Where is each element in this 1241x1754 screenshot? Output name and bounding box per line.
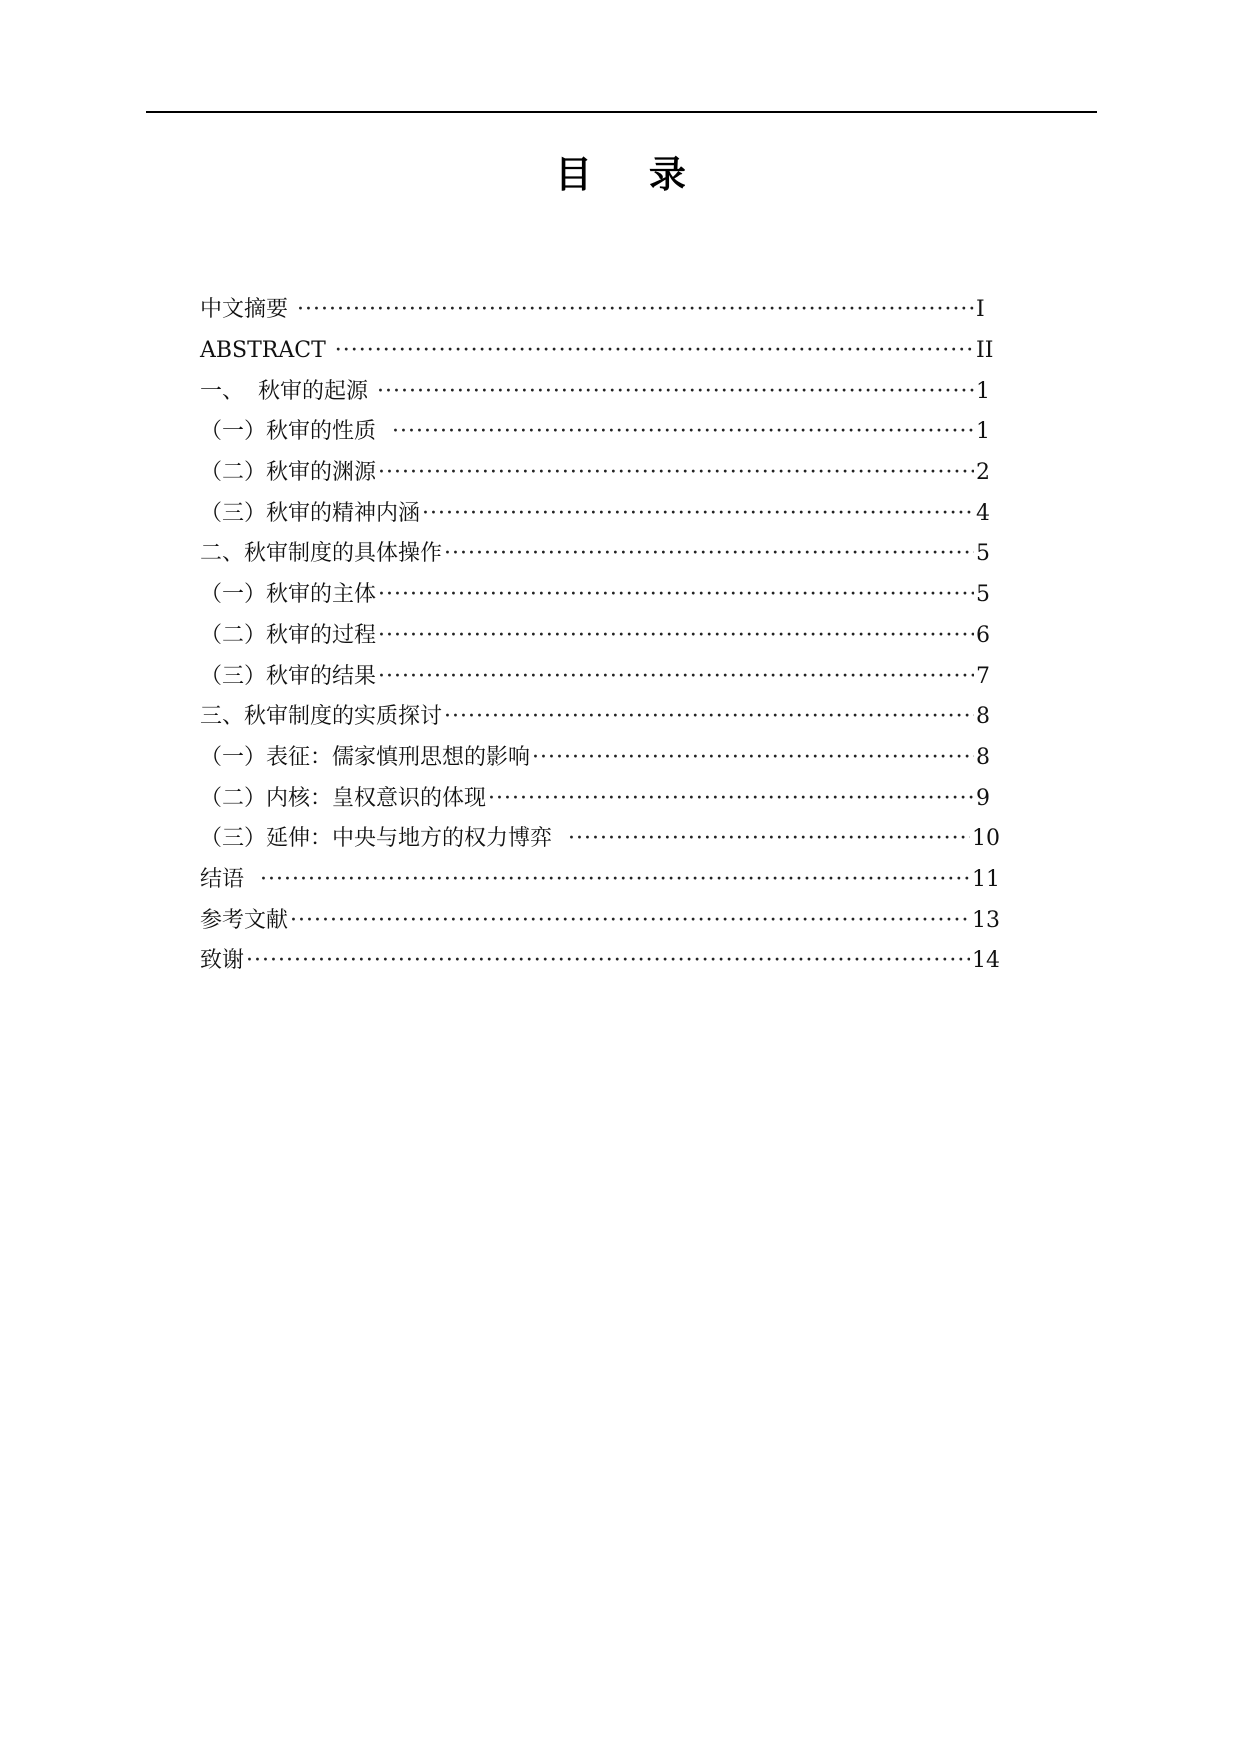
toc-entry-page: 10 — [972, 826, 1000, 852]
toc-entry[interactable] — [200, 778, 1000, 819]
toc-entry[interactable] — [200, 412, 1000, 453]
toc-entry[interactable] — [200, 493, 1000, 534]
toc-entry-page: 14 — [972, 948, 1000, 974]
toc-entry[interactable] — [200, 331, 1000, 372]
toc-entry-label: （二）内核：皇权意识的体现 — [200, 785, 487, 811]
toc-entry-label: 三、秋审制度的实质探讨 — [200, 704, 443, 730]
toc-entry-label: （二）秋审的渊源 — [200, 460, 377, 486]
toc-entry[interactable] — [200, 290, 1000, 331]
toc-entry[interactable] — [200, 900, 1000, 941]
toc-entry-page: 8 — [976, 704, 990, 730]
toc-entry-label: 参考文献 — [200, 907, 289, 933]
toc-dot-leader — [392, 418, 974, 446]
page-title: 目 录 — [555, 153, 708, 196]
toc-dot-leader — [488, 785, 974, 813]
toc-entry[interactable] — [200, 941, 1000, 982]
toc-dot-leader — [290, 907, 970, 935]
toc-entry[interactable] — [200, 819, 1000, 860]
toc-entry[interactable] — [200, 697, 1000, 738]
toc-dot-leader — [246, 947, 970, 975]
toc-entry-page: 5 — [976, 541, 990, 567]
toc-dot-leader — [378, 581, 974, 609]
toc-dot-leader — [532, 744, 974, 772]
toc-dot-leader — [260, 866, 970, 894]
toc-entry-page: 1 — [976, 378, 990, 404]
toc-entry-label: ABSTRACT — [200, 338, 333, 364]
toc-dot-leader — [378, 459, 974, 487]
toc-entry-page: 8 — [976, 744, 990, 770]
toc-entry[interactable] — [200, 534, 1000, 575]
toc-entry-label: （一）秋审的性质 — [200, 419, 390, 445]
header-rule — [146, 111, 1097, 113]
toc-entry-label: （三）秋审的结果 — [200, 663, 377, 689]
toc-entry-page: 2 — [976, 460, 990, 486]
toc-entry-label: （一）秋审的主体 — [200, 582, 377, 608]
toc-entry[interactable] — [200, 453, 1000, 494]
toc-entry-page: 9 — [976, 785, 990, 811]
toc-dot-leader — [444, 540, 974, 568]
toc-entry-label: 二、秋审制度的具体操作 — [200, 541, 443, 567]
toc-entry-label: （三）延伸：中央与地方的权力博弈 — [200, 826, 566, 852]
toc-entry-page: I — [976, 297, 985, 323]
toc-entry-page: 11 — [972, 866, 1000, 892]
toc-entry[interactable] — [200, 656, 1000, 697]
toc-entry-page: 13 — [972, 907, 1000, 933]
toc-dot-leader — [378, 663, 974, 691]
toc-entry-page: 5 — [976, 582, 990, 608]
toc-entry-page: 1 — [976, 419, 990, 445]
toc-dot-leader — [378, 622, 974, 650]
toc-dot-leader — [422, 500, 974, 528]
table-of-contents — [200, 290, 1000, 982]
toc-entry-label: （二）秋审的过程 — [200, 622, 377, 648]
toc-dot-leader — [335, 337, 974, 365]
toc-entry-page: 6 — [976, 622, 990, 648]
toc-dot-leader — [444, 703, 974, 731]
toc-dot-leader — [297, 296, 974, 324]
toc-entry-page: II — [976, 338, 994, 364]
toc-entry-label: 一、 秋审的起源 — [200, 378, 375, 404]
toc-entry[interactable] — [200, 371, 1000, 412]
toc-entry[interactable] — [200, 575, 1000, 616]
toc-entry-label: （三）秋审的精神内涵 — [200, 500, 421, 526]
toc-entry-label: 结语 — [200, 866, 258, 892]
toc-entry-label: 中文摘要 — [200, 297, 295, 323]
toc-entry[interactable] — [200, 860, 1000, 901]
toc-entry-page: 4 — [976, 500, 990, 526]
toc-dot-leader — [377, 378, 974, 406]
toc-entry-label: 致谢 — [200, 948, 245, 974]
toc-entry[interactable] — [200, 738, 1000, 779]
toc-entry-label: （一）表征：儒家慎刑思想的影响 — [200, 744, 531, 770]
toc-entry[interactable] — [200, 616, 1000, 657]
toc-dot-leader — [568, 825, 970, 853]
toc-entry-page: 7 — [976, 663, 990, 689]
